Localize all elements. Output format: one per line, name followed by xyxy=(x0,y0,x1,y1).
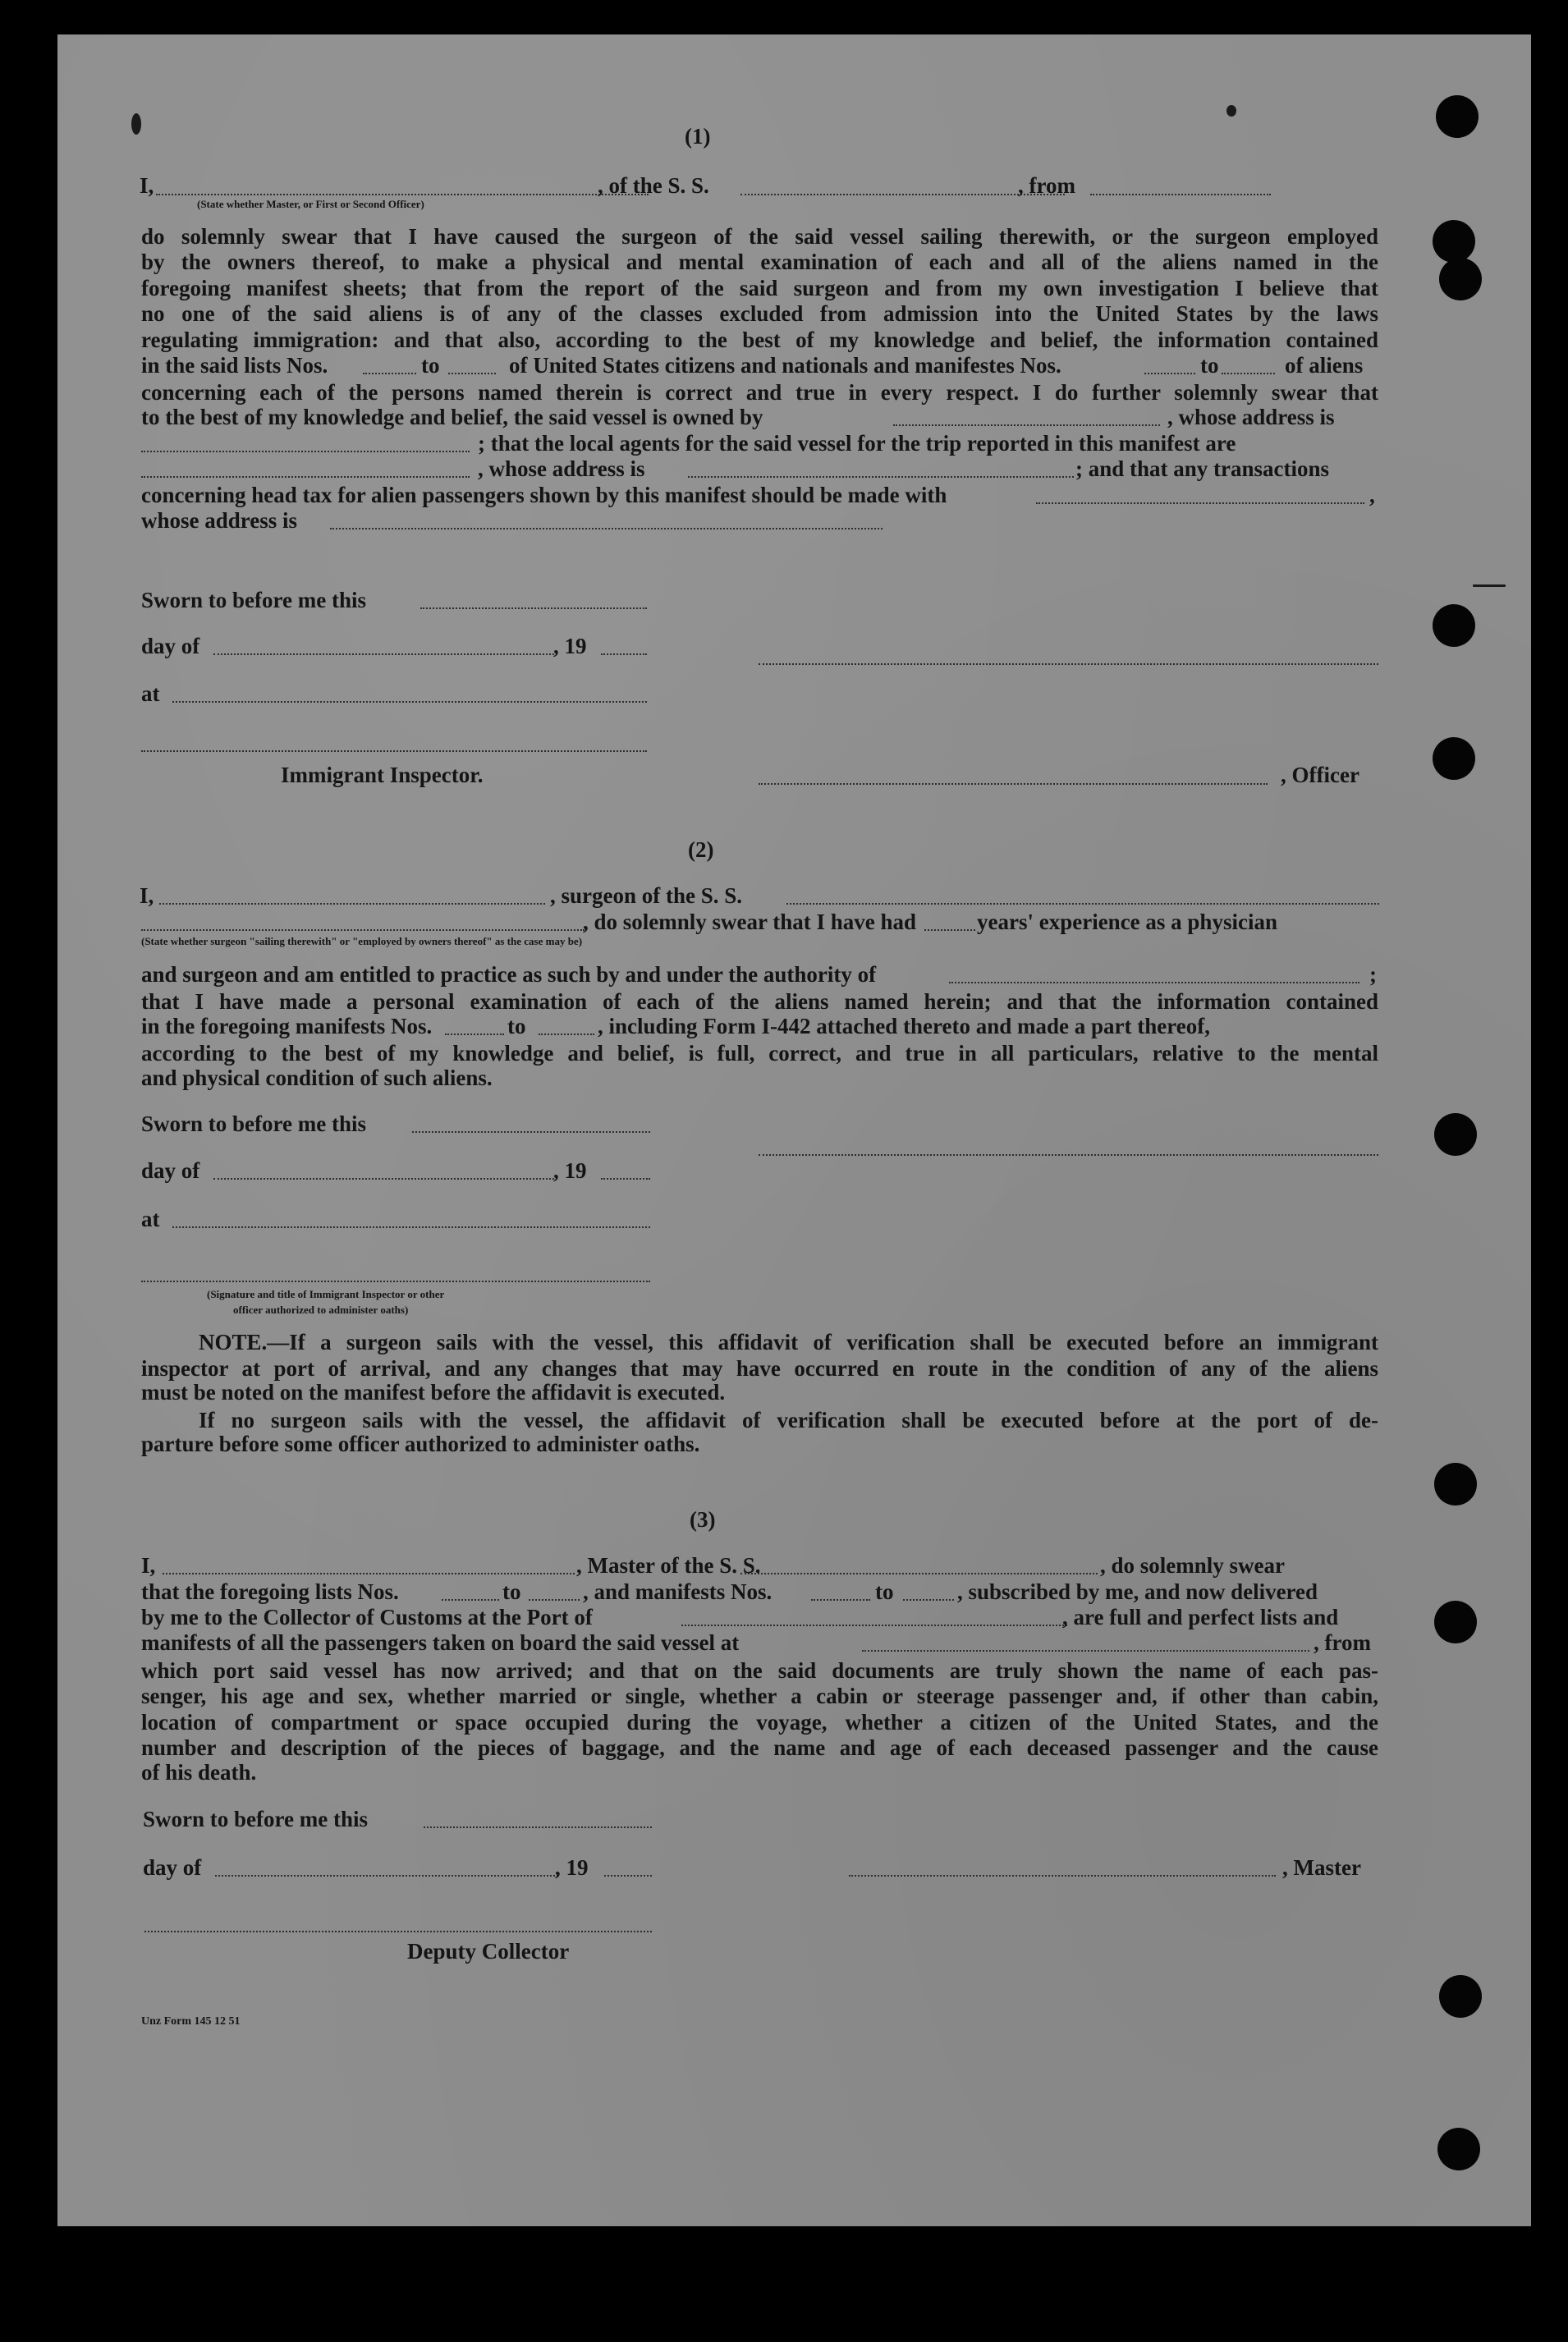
master-oath-line: senger, his age and sex, whether married or single, whether a cabin or steerage passenger and, if other than cabin, xyxy=(141,1684,1378,1708)
punch-hole xyxy=(1434,1113,1477,1156)
citizens-manifests-label: of United States citizens and nationals and manifestes Nos. xyxy=(509,353,1061,378)
to-label: to xyxy=(1200,353,1219,378)
s3-lists-from-field[interactable] xyxy=(442,1599,499,1601)
day-of-label: day of xyxy=(141,634,200,658)
master-ship-field[interactable] xyxy=(740,1573,1098,1574)
year-field[interactable] xyxy=(601,653,647,655)
oath-line: do solemnly swear that I have caused the surgeon of the said vessel sailing therewith, or the surgeon employed xyxy=(141,224,1378,249)
ship-name-field[interactable] xyxy=(740,194,1065,195)
to-label: to xyxy=(502,1579,521,1604)
inspector-signature-field[interactable] xyxy=(141,750,647,752)
agents-field[interactable] xyxy=(141,476,470,478)
sworn-date-field[interactable] xyxy=(424,1826,652,1828)
month-field[interactable] xyxy=(213,1178,554,1180)
s3-manifests-to-field[interactable] xyxy=(903,1599,954,1601)
punch-hole xyxy=(1437,2128,1480,2170)
punch-hole xyxy=(1433,220,1475,263)
deputy-collector-label: Deputy Collector xyxy=(407,1939,570,1964)
master-signature-field[interactable] xyxy=(849,1875,1276,1877)
affiant-prefix: I, xyxy=(140,173,154,198)
day-of-label: day of xyxy=(141,1158,200,1183)
head-tax-contact-field[interactable] xyxy=(1036,502,1364,504)
master-oath-line: which port said vessel has now arrived; and that on the said documents are truly shown the name of each pas- xyxy=(141,1658,1378,1683)
s2-manifests-to-field[interactable] xyxy=(539,1034,594,1035)
section-number: (3) xyxy=(690,1507,716,1532)
punch-hole xyxy=(1433,604,1475,647)
month-field[interactable] xyxy=(213,653,554,655)
oath-line: regulating immigration: and that also, according to the best of my knowledge and belief, the information contained xyxy=(141,328,1378,352)
form-number: Unz Form 145 12 51 xyxy=(141,2015,241,2028)
officer-label: , Officer xyxy=(1281,763,1359,787)
punch-hole xyxy=(1436,95,1479,138)
punch-hole xyxy=(1434,1463,1477,1506)
s2-manifests-from-field[interactable] xyxy=(445,1034,504,1035)
note-line: NOTE.—If a surgeon sails with the vessel, this affidavit of verification shall be executed before an immigrant xyxy=(199,1330,1378,1354)
surgeon-of-label: , surgeon of the S. S. xyxy=(550,883,743,908)
form-page xyxy=(57,34,1531,2226)
oath-line: no one of the said aliens is of any of the classes excluded from admission into the United States by the laws xyxy=(141,301,1378,326)
surgeon-signature-field[interactable] xyxy=(759,1154,1378,1156)
oath-line: foregoing manifest sheets; that from the report of the said surgeon and from my own investigation I believe that xyxy=(141,276,1378,300)
signature-hint: (Signature and title of Immigrant Inspector or other xyxy=(207,1288,445,1300)
subscribed-label: , subscribed by me, and now delivered xyxy=(957,1579,1318,1604)
sworn-label: Sworn to before me this xyxy=(141,1111,366,1136)
place-field[interactable] xyxy=(172,701,647,703)
port-field[interactable] xyxy=(681,1625,1067,1626)
officer-name-field[interactable] xyxy=(759,783,1268,785)
surgeon-ship-field[interactable] xyxy=(786,903,1379,905)
inspector-signature-field[interactable] xyxy=(141,1281,650,1282)
master-oath-line: location of compartment or space occupied during the voyage, whether a citizen of the United States, and the xyxy=(141,1710,1378,1735)
punch-hole xyxy=(1439,1975,1482,2018)
officer-title-hint: (State whether Master, or First or Second Officer) xyxy=(197,198,424,210)
form-i442-label: , including Form I-442 attached thereto and made a part thereof, xyxy=(598,1014,1210,1038)
years-field[interactable] xyxy=(924,929,975,931)
affiant-prefix: I, xyxy=(141,1553,156,1578)
signature-hint: officer authorized to administer oaths) xyxy=(233,1304,409,1316)
master-name-field[interactable] xyxy=(163,1573,575,1574)
note-line: parture before some officer authorized to administer oaths. xyxy=(141,1432,700,1456)
s3-lists-to-field[interactable] xyxy=(529,1599,580,1601)
local-agents-label: ; that the local agents for the said vessel for the trip reported in this manifest are xyxy=(478,431,1236,456)
semicolon: ; xyxy=(1369,962,1377,987)
ink-smudge xyxy=(1473,584,1506,587)
ink-smudge xyxy=(131,113,141,135)
comma: , xyxy=(1369,483,1375,507)
do-solemnly-label: , do solemnly swear xyxy=(1100,1553,1285,1578)
from-label: , from xyxy=(1314,1630,1371,1655)
master-label: , Master xyxy=(1282,1855,1361,1880)
master-of-label: , Master of the S. S. xyxy=(576,1553,761,1578)
owner-address-field[interactable] xyxy=(141,451,470,452)
head-tax-label: concerning head tax for alien passengers shown by this manifest should be made with xyxy=(141,483,947,507)
officer-signature-field[interactable] xyxy=(759,663,1378,665)
oath-line: by the owners thereof, to make a physical and mental examination of each and all of the aliens named in the xyxy=(141,250,1378,274)
surgeon-oath-line: that I have made a personal examination of each of the aliens named herein; and that the information contained xyxy=(141,989,1378,1014)
head-tax-address-field[interactable] xyxy=(330,528,883,529)
note-line: must be noted on the manifest before the affidavit is executed. xyxy=(141,1380,726,1405)
at-label: at xyxy=(141,681,160,706)
year-label: , 19 xyxy=(553,1158,587,1183)
sworn-date-field[interactable] xyxy=(412,1131,650,1133)
whose-address-label: whose address is xyxy=(141,508,298,533)
surgeon-oath-line: and physical condition of such aliens. xyxy=(141,1066,493,1090)
lists-label: in the said lists Nos. xyxy=(141,353,328,378)
perfect-lists-label: , are full and perfect lists and xyxy=(1062,1605,1339,1629)
surgeon-status-hint: (State whether surgeon "sailing therewith" or "employed by owners thereof" as the case may be) xyxy=(141,935,583,947)
to-label: to xyxy=(421,353,440,378)
from-port-field[interactable] xyxy=(1090,194,1271,195)
year-label: , 19 xyxy=(555,1855,589,1880)
at-label: at xyxy=(141,1207,160,1231)
manifests-label: , and manifests Nos. xyxy=(583,1579,773,1604)
day-of-label: day of xyxy=(143,1855,202,1880)
from-label: , from xyxy=(1018,173,1075,198)
authority-label: and surgeon and am entitled to practice as such by and under the authority of xyxy=(141,962,877,987)
punch-hole xyxy=(1434,1601,1477,1643)
master-oath-line: of his death. xyxy=(141,1760,257,1785)
punch-hole xyxy=(1439,258,1482,300)
of-the-ss-label: , of the S. S. xyxy=(598,173,709,198)
sworn-label: Sworn to before me this xyxy=(143,1807,368,1831)
manifests-label: in the foregoing manifests Nos. xyxy=(141,1014,433,1038)
manifests-to-field[interactable] xyxy=(1222,373,1275,374)
master-oath-line: number and description of the pieces of baggage, and the name and age of each deceased passenger and the cause xyxy=(141,1735,1378,1760)
section-number: (2) xyxy=(688,837,714,862)
authority-field[interactable] xyxy=(949,982,1359,983)
section-number: (1) xyxy=(685,124,711,149)
years-experience-label: years' experience as a physician xyxy=(977,910,1277,934)
punch-hole xyxy=(1433,737,1475,780)
s3-manifests-from-field[interactable] xyxy=(811,1599,870,1601)
sworn-label: Sworn to before me this xyxy=(141,588,366,612)
surgeon-name-field[interactable] xyxy=(159,903,545,905)
owner-field[interactable] xyxy=(893,424,1160,426)
ink-smudge xyxy=(1226,105,1236,117)
agents-address-label: , whose address is xyxy=(478,456,645,481)
surgeon-oath-line: according to the best of my knowledge and belief, is full, correct, and true in all particulars, relative to the mental xyxy=(141,1041,1378,1066)
of-aliens-label: of aliens xyxy=(1285,353,1364,378)
month-field[interactable] xyxy=(215,1875,558,1877)
to-label: to xyxy=(507,1014,526,1038)
manifests-from-field[interactable] xyxy=(1144,373,1195,374)
inspector-label: Immigrant Inspector. xyxy=(281,763,484,787)
year-label: , 19 xyxy=(553,634,587,658)
year-field[interactable] xyxy=(604,1875,652,1877)
affiant-prefix: I, xyxy=(140,883,154,908)
surgeon-status-field[interactable] xyxy=(141,929,585,931)
lists-to-field[interactable] xyxy=(448,373,496,374)
sworn-date-field[interactable] xyxy=(420,607,647,609)
officer-title-field[interactable] xyxy=(156,194,649,195)
agents-address-field[interactable] xyxy=(688,476,1074,478)
deputy-signature-field[interactable] xyxy=(144,1931,652,1932)
oath-line: concerning each of the persons named therein is correct and true in every respect. I do further solemnly swear that xyxy=(141,380,1378,405)
lists-from-field[interactable] xyxy=(363,373,416,374)
taken-on-board-label: manifests of all the passengers taken on board the said vessel at xyxy=(141,1630,740,1655)
owned-by-label: to the best of my knowledge and belief, the said vessel is owned by xyxy=(141,405,763,429)
note-line: inspector at port of arrival, and any changes that may have occurred en route in the condition of any of the aliens xyxy=(141,1356,1378,1381)
collector-port-label: by me to the Collector of Customs at the Port of xyxy=(141,1605,593,1629)
place-field[interactable] xyxy=(172,1226,650,1228)
year-field[interactable] xyxy=(601,1178,650,1180)
whose-address-label: , whose address is xyxy=(1167,405,1335,429)
lists-label: that the foregoing lists Nos. xyxy=(141,1579,399,1604)
solemnly-swear-label: , do solemnly swear that I have had xyxy=(583,910,917,934)
boarding-port-field[interactable] xyxy=(862,1650,1309,1652)
to-label: to xyxy=(875,1579,894,1604)
note-line: If no surgeon sails with the vessel, the affidavit of verification shall be executed before at the port of de- xyxy=(199,1408,1378,1432)
transactions-label: ; and that any transactions xyxy=(1075,456,1330,481)
